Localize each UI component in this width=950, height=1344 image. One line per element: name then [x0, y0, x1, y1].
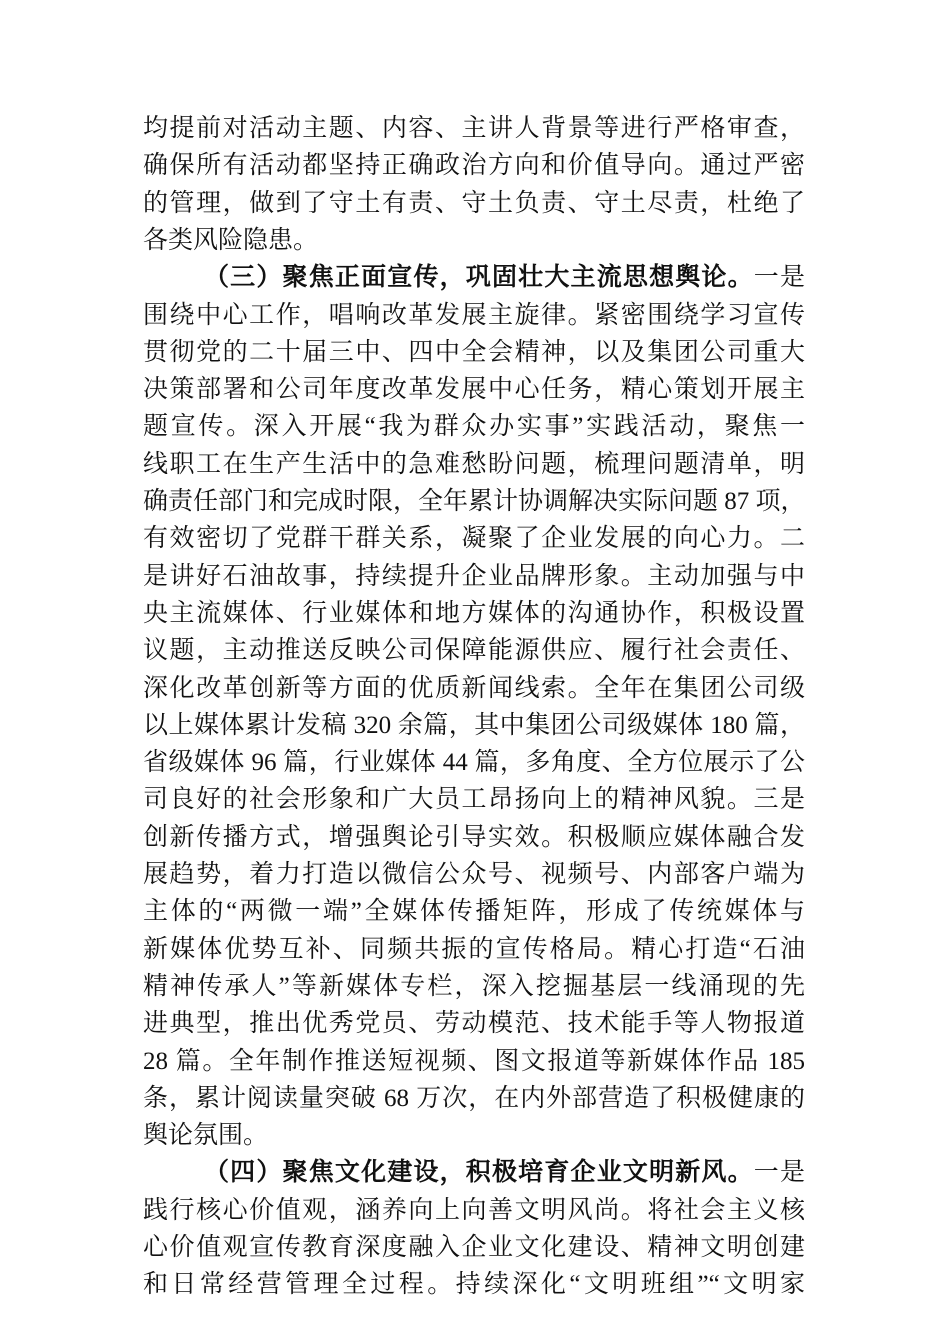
line-text: 题宣传。深入开展“我为群众办实事”实践活动，聚焦一	[143, 413, 805, 441]
line-text: 围绕中心工作，唱响改革发展主旋律。紧密围绕学习宣传	[143, 301, 805, 329]
line-text: 各类风险隐患。	[143, 226, 319, 254]
section-heading: （四）聚焦文化建设，积极培育企业文明新风。	[204, 1159, 754, 1187]
body-text-line	[143, 595, 805, 632]
line-text: 贯彻党的二十届三中、四中全会精神，以及集团公司重大	[143, 338, 805, 366]
body-text-line	[143, 1080, 805, 1117]
body-text-line	[143, 931, 805, 968]
body-text-line	[143, 147, 805, 184]
line-text: 省级媒体 96 篇，行业媒体 44 篇，多角度、全方位展示了公	[143, 749, 805, 777]
line-text: 条，累计阅读量突破 68 万次，在内外部营造了积极健康的	[143, 1084, 805, 1112]
body-text-line	[143, 744, 805, 781]
body-text-line	[143, 408, 805, 445]
line-text: 主体的“两微一端”全媒体传播矩阵，形成了传统媒体与	[143, 898, 805, 926]
body-text-line	[143, 670, 805, 707]
line-text: 确保所有活动都坚持正确政治方向和价值导向。通过严密	[143, 152, 805, 180]
line-text: 深化改革创新等方面的优质新闻线索。全年在集团公司级	[143, 674, 805, 702]
line-text: 舆论氛围。	[143, 1122, 269, 1150]
line-text: 和日常经营管理全过程。持续深化“文明班组”“文明家	[143, 1271, 805, 1299]
line-text: 新媒体优势互补、同频共振的宣传格局。精心打造“石油	[143, 935, 805, 963]
body-text-line	[143, 1266, 805, 1303]
body-text-line	[143, 819, 805, 856]
body-text-line	[143, 1005, 805, 1042]
body-text-line	[143, 446, 805, 483]
line-text: 线职工在生产生活中的急难愁盼问题，梳理问题清单，明	[143, 450, 805, 478]
line-text: 议题，主动推送反映公司保障能源供应、履行社会责任、	[143, 637, 805, 665]
line-text: 央主流媒体、行业媒体和地方媒体的沟通协作，积极设置	[143, 599, 805, 627]
section-heading-line	[204, 259, 805, 296]
body-text-line	[143, 707, 805, 744]
body-text-line	[143, 185, 805, 222]
line-text: 是讲好石油故事，持续提升企业品牌形象。主动加强与中	[143, 562, 805, 590]
line-text: 有效密切了党群干群关系，凝聚了企业发展的向心力。二	[143, 525, 805, 553]
body-text-line	[143, 1229, 805, 1266]
body-text-line	[143, 1043, 805, 1080]
body-text-line	[143, 222, 805, 259]
line-text: 心价值观宣传教育深度融入企业文化建设、精神文明创建	[143, 1234, 805, 1261]
line-text: 一是	[753, 1159, 805, 1187]
line-text: 践行核心价值观，涵养向上向善文明风尚。将社会主义核	[143, 1196, 805, 1224]
body-text-line	[143, 1117, 805, 1154]
body-text-line	[143, 968, 805, 1005]
line-text: 28 篇。全年制作推送短视频、图文报道等新媒体作品 185	[143, 1047, 805, 1075]
section-heading-line	[204, 1154, 805, 1191]
line-text: 决策部署和公司年度改革发展中心任务，精心策划开展主	[143, 376, 805, 404]
line-text: 均提前对活动主题、内容、主讲人背景等进行严格审查，	[143, 115, 805, 142]
body-text-line	[143, 371, 805, 408]
line-text: 司良好的社会形象和广大员工昂扬向上的精神风貌。三是	[143, 786, 805, 814]
body-text-line	[143, 632, 805, 669]
line-text: 进典型，推出优秀党员、劳动模范、技术能手等人物报道	[143, 1010, 805, 1038]
line-text: 的管理，做到了守土有责、守土负责、守土尽责，杜绝了	[143, 189, 805, 217]
line-text: 展趋势，着力打造以微信公众号、视频号、内部客户端为	[143, 861, 805, 888]
body-text-line	[143, 297, 805, 334]
body-text-line	[143, 781, 805, 818]
line-text: 一是	[753, 264, 805, 292]
body-text-line	[143, 520, 805, 557]
line-text: 精神传承人”等新媒体专栏，深入挖掘基层一线涌现的先	[143, 972, 805, 1000]
section-heading: （三）聚焦正面宣传，巩固壮大主流思想舆论。	[204, 264, 754, 292]
line-text: 创新传播方式，增强舆论引导实效。积极顺应媒体融合发	[143, 823, 805, 851]
body-text-line	[143, 110, 805, 147]
line-text: 确责任部门和完成时限，全年累计协调解决实际问题 87 项，	[143, 488, 806, 515]
body-text-line	[143, 558, 805, 595]
body-text-line	[143, 893, 805, 930]
body-text-line	[143, 856, 805, 893]
body-text-line	[143, 334, 805, 371]
body-text-line	[143, 1192, 805, 1229]
body-text-line	[143, 483, 805, 520]
line-text: 以上媒体累计发稿 320 余篇，其中集团公司级媒体 180 篇，	[143, 711, 805, 739]
